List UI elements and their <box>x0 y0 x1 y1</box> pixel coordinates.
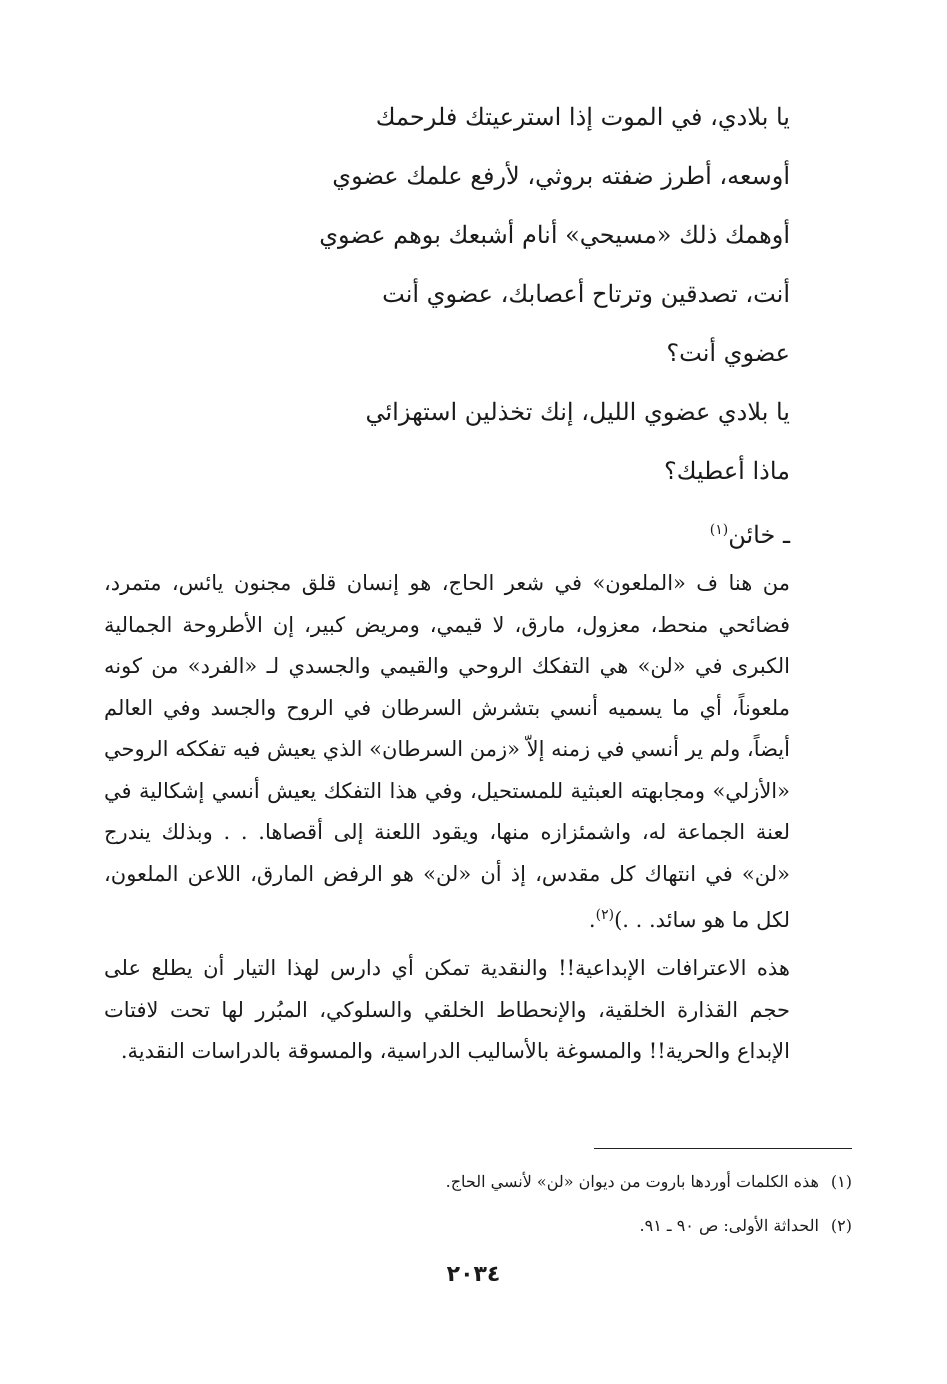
footnote-1-number: (١) <box>830 1172 852 1191</box>
poem-line-8-text: ـ خائن <box>728 521 790 549</box>
poem-line-1: يا بلادي، في الموت إذا استرعيتك فلرحمك <box>375 103 790 131</box>
footnote-ref-2: (٢) <box>595 907 615 923</box>
paragraph-1-text: من هنا ف «الملعون» في شعر الحاج، هو إنسان قلق مجنون يائس، متمرد، فضائحي منحط، معزول، مارق، لا قيمي، ومريض كبير، إن الأطروحة الجمالية الكبرى في «لن» هي التفكك الروحي والقيمي والجسدي لـ «الفرد» من كونه ملعوناً، أي ما يسميه أنسي بتشرش السرطان في الروح والجسد وفي العالم أيضاً، ولم ير أنسي في زمنه إلاّ «زمن السرطان» الذي يعيش فيه تفككه الروحي «الأزلي» ومجابهته العبثية للمستحيل، وفي هذا التفكك يعيش أنسي إشكالية في لعنة الجماعة له، واشمئزازه منها، ويقود اللعنة إلى أقصاها. . . وبذلك يندرج «لن» في انتهاك كل مقدس، إذ أن «لن» هو الرفض المارق، اللاعن الملعون، لكل ما هو سائد. . .) <box>104 571 790 932</box>
footnote-2 <box>152 1204 852 1248</box>
poem-line-4: أنت، تصدقين وترتاح أعصابك، عضوي أنت <box>382 280 790 308</box>
footnotes <box>152 1160 852 1248</box>
footnote-1 <box>152 1160 852 1204</box>
poem-line-8 <box>290 501 790 560</box>
footnote-2-number: (٢) <box>830 1216 852 1235</box>
poem-block <box>290 88 790 560</box>
poem-line-6: يا بلادي عضوي الليل، إنك تخذلين استهزائي <box>365 398 790 426</box>
paragraph-1 <box>104 563 790 942</box>
poem-line-7: ماذا أعطيك؟ <box>663 457 790 485</box>
page-number: ٢٠٣٤ <box>446 1262 501 1287</box>
poem-line-5: عضوي أنت؟ <box>666 339 790 367</box>
paragraph-1-end: . <box>588 908 596 932</box>
footnote-2-text: الحداثة الأولى: ص ٩٠ ـ ٩١. <box>639 1216 819 1235</box>
poem-line-2: أوسعه، أطرز ضفته بروثي، لأرفع علمك عضوي <box>332 162 790 190</box>
poem-line-3: أوهمك ذلك «مسيحي» أنام أشبعك بوهم عضوي <box>319 221 790 249</box>
paragraph-2: هذه الاعترافات الإبداعية!! والنقدية تمكن أي دارس لهذا التيار أن يطلع على حجم القذارة الخلقية، والإنحطاط الخلقي والسلوكي، المبُرر لها تحت لافتات الإبداع والحرية!! والمسوغة بالأساليب الدراسية، والمسوقة بالدراسات النقدية. <box>104 956 790 1063</box>
footnote-ref-1: (١) <box>709 522 729 538</box>
footnote-1-text: هذه الكلمات أوردها باروت من ديوان «لن» لأنسي الحاج. <box>445 1172 819 1191</box>
footnote-separator <box>594 1148 852 1149</box>
